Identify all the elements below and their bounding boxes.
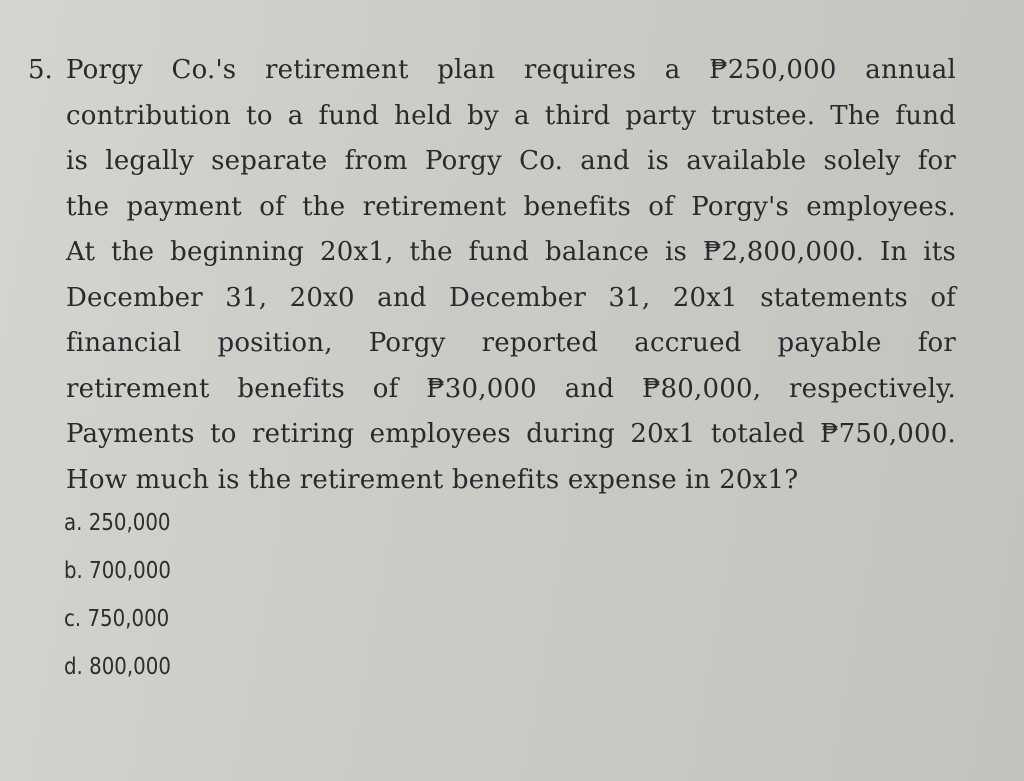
question-line: financial position, Porgy reported accrued payable for	[66, 328, 956, 358]
choice-d: d. 800,000	[64, 654, 171, 680]
question-line: How much is the retirement benefits expense in 20x1?	[66, 464, 799, 495]
choice-a: a. 250,000	[64, 510, 171, 536]
question-line: December 31, 20x0 and December 31, 20x1 statements of	[66, 282, 956, 313]
question-line: Porgy Co.'s retirement plan requires a ₱250,000 annual	[66, 55, 956, 85]
choice-c: c. 750,000	[64, 606, 170, 632]
question-line: At the beginning 20x1, the fund balance is ₱2,800,000. In its	[66, 237, 956, 267]
question-line: the payment of the retirement benefits of Porgy's employees.	[66, 191, 956, 222]
question-line: contribution to a fund held by a third party trustee. The fund	[66, 100, 956, 131]
question-text	[66, 48, 956, 503]
question-line: retirement benefits of ₱30,000 and ₱80,000, respectively.	[66, 373, 956, 404]
question-line: Payments to retiring employees during 20x1 totaled ₱750,000.	[66, 419, 956, 449]
question-number: 5.	[28, 55, 53, 85]
question-line: is legally separate from Porgy Co. and is available solely for	[66, 146, 956, 176]
answer-choices	[64, 499, 188, 691]
choice-b: b. 700,000	[64, 558, 171, 584]
